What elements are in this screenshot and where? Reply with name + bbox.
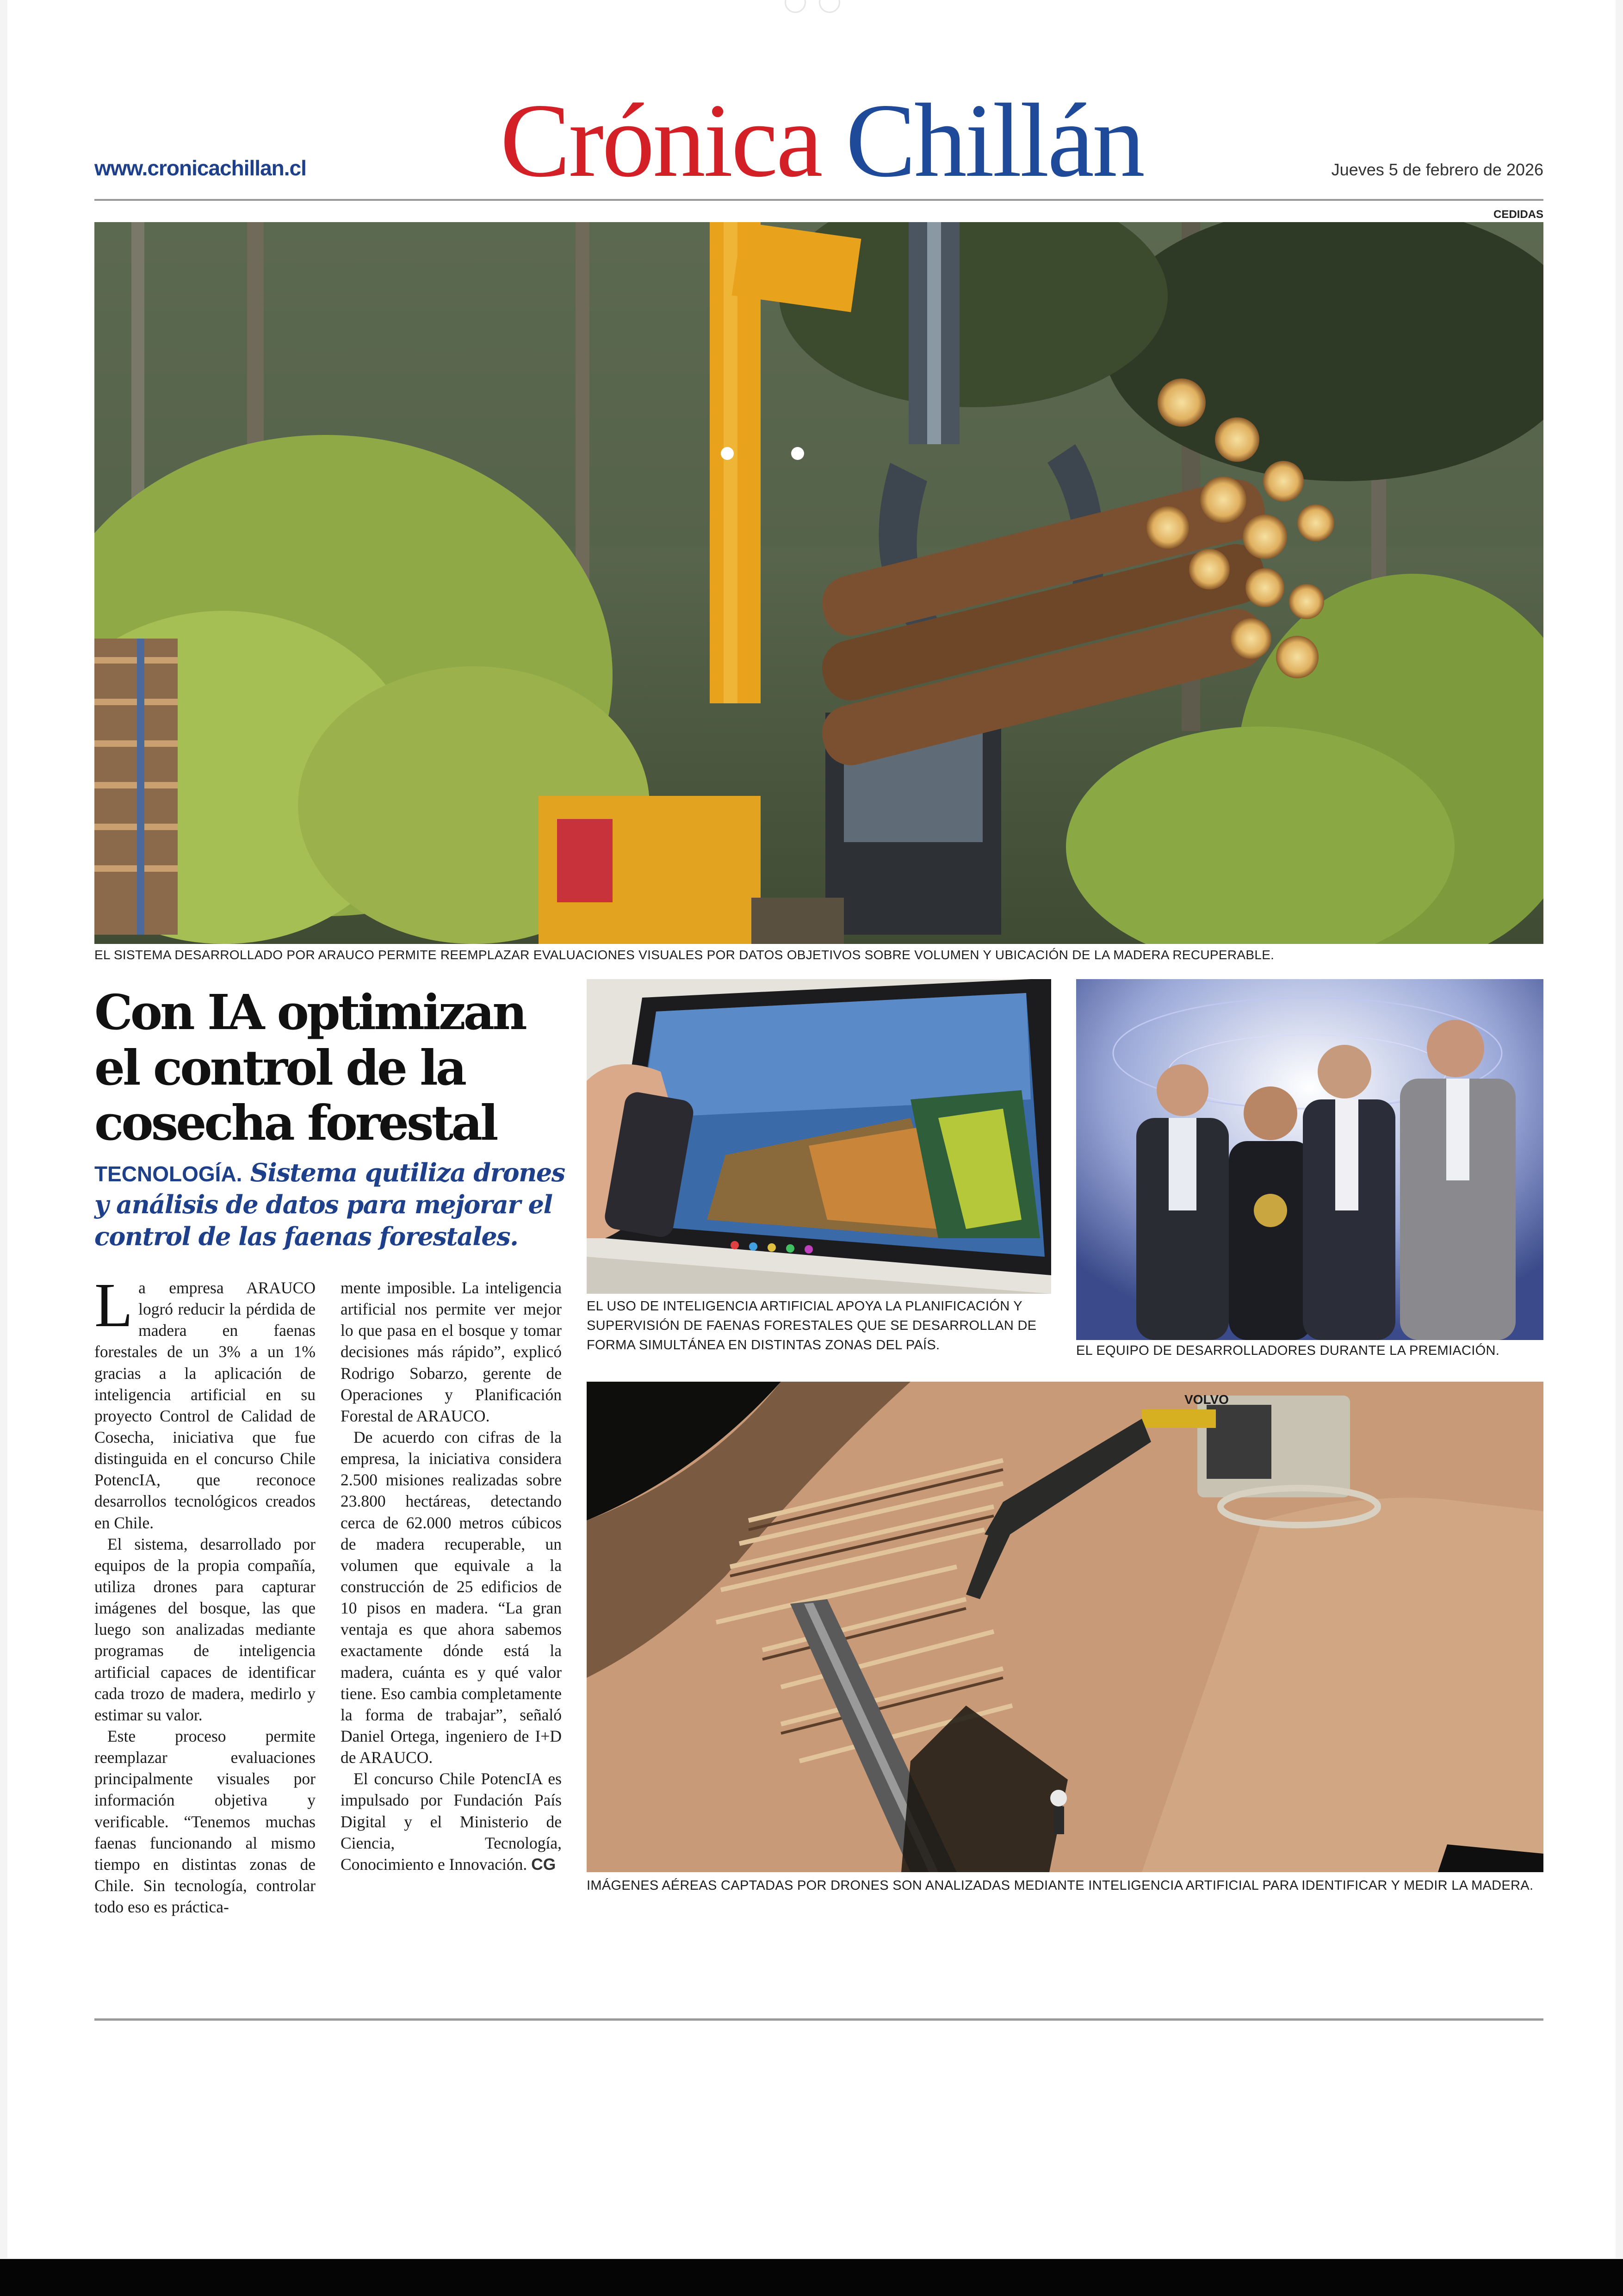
end-mark: CG (531, 1855, 556, 1874)
newspaper-page (7, 0, 1616, 2258)
footer-rule (94, 2018, 1543, 2021)
article-paragraph (341, 1768, 562, 1875)
paragraph-text: El concurso Chile PotencIA es impulsado por Fundación País Digital y el Ministerio de Ciencia, Tecnología, Conocimiento e Innovación. (341, 1769, 562, 1874)
main-photo-caption: EL SISTEMA DESARROLLADO POR ARAUCO PERMITE REEMPLAZAR EVALUACIONES VISUALES POR DATOS OBJETIVOS SOBRE VOLUMEN Y UBICACIÓN DE LA MADERA RECUPERABLE. (94, 948, 1275, 962)
photo-tablet-ai (587, 979, 1051, 1294)
aerial-photo-caption: IMÁGENES AÉREAS CAPTADAS POR DRONES SON ANALIZADAS MEDIANTE INTELIGENCIA ARTIFICIAL PARA IDENTIFICAR Y MEDIR LA MADERA. (587, 1878, 1534, 1893)
article-paragraph: Este proceso permite reemplazar evaluaciones principalmente visuales por información objetiva y verificable. “Tenemos muchas faenas funcionando al mismo tiempo en distintas zonas de Chile. Sin tecnología, controlar todo eso es práctica- (94, 1726, 316, 1917)
article-headline: Con IA optimizan el control de la cosecha forestal (94, 984, 525, 1152)
photo-team-award (1076, 979, 1543, 1340)
masthead-rule (94, 199, 1543, 201)
section-kicker: TECNOLOGÍA. (94, 1162, 242, 1186)
photo-aerial-drone (587, 1382, 1543, 1872)
page-nav-next-icon[interactable] (819, 0, 840, 13)
deck-text: Sistema qutiliza drones y análisis de datos para mejorar el control de las faenas forestales. (94, 1158, 565, 1252)
aerial-machine-brand: VOLVO (1184, 1392, 1229, 1407)
article-paragraph: mente imposible. La inteligencia artificial nos permite ver mejor lo que pasa en el bosque y tomar decisiones más rápido”, explicó Rodrigo Sobarzo, gerente de Operaciones y Planificación Forestal de ARAUCO. (341, 1278, 562, 1425)
article-paragraph (94, 1271, 316, 1533)
log-pile-left (94, 639, 178, 935)
issue-date: Jueves 5 de febrero de 2026 (1331, 160, 1543, 179)
article-paragraph: El sistema, desarrollado por equipos de la propia compañía, utiliza drones para capturar imágenes del bosque, las que luego son analizadas mediante programas de inteligencia artificial capaces de identificar cada trozo de madera, medirlo y estimar su valor. (94, 1534, 316, 1724)
viewer-bottom-bar (0, 2259, 1623, 2296)
aerial-illustration (587, 1382, 1543, 1872)
page-nav-prev-icon[interactable] (785, 0, 806, 13)
tablet-photo-caption: EL USO DE INTELIGENCIA ARTIFICIAL APOYA LA PLANIFICACIÓN Y SUPERVISIÓN DE FAENAS FORESTALES QUE SE DESARROLLAN DE FORMA SIMULTÁNEA EN DISTINTAS ZONAS DEL PAÍS. (587, 1299, 1037, 1353)
article-deck (94, 1157, 571, 1253)
article-column-2 (341, 1277, 562, 1875)
team-photo-caption: EL EQUIPO DE DESARROLLADORES DURANTE LA PREMIACIÓN. (1076, 1343, 1500, 1358)
team-illustration (1076, 979, 1543, 1340)
drop-cap: L (94, 1271, 133, 1340)
photo-credit: CEDIDAS (1493, 208, 1543, 221)
article-column-1 (94, 1271, 316, 1917)
crane-logs-illustration (94, 222, 1543, 944)
main-photo-crane-logs (94, 222, 1543, 944)
masthead-title-cronica: Crónica (500, 82, 821, 199)
tablet-illustration (587, 979, 1051, 1294)
masthead-title (498, 82, 1146, 199)
masthead-url[interactable]: www.cronicachillan.cl (94, 156, 306, 180)
paragraph-text: a empresa ARAUCO logró reducir la pérdida de madera en faenas forestales de un 3% a un 1% gracias a la aplicación de inteligencia artificial en su proyecto Control de Calidad de Cosecha, iniciativa que fue distinguida en el concurso Chile PotencIA, que reconoce desarrollos tecnológicos creados en Chile. (94, 1278, 316, 1532)
article-paragraph: De acuerdo con cifras de la empresa, la iniciativa considera 2.500 misiones realizadas sobre 23.800 hectáreas, detectando cerca de 62.000 metros cúbicos de madera recuperable, un volumen que equivale a la construcción de 25 edificios de 10 pisos en madera. “La gran ventaja es que ahora sabemos exactamente dónde está la madera, cuánta es y qué valor tiene. Eso cambia completamente la forma de trabajar”, señaló Daniel Ortega, ingeniero de I+D de ARAUCO. (341, 1427, 562, 1767)
masthead-title-chillan: Chillán (845, 82, 1144, 199)
